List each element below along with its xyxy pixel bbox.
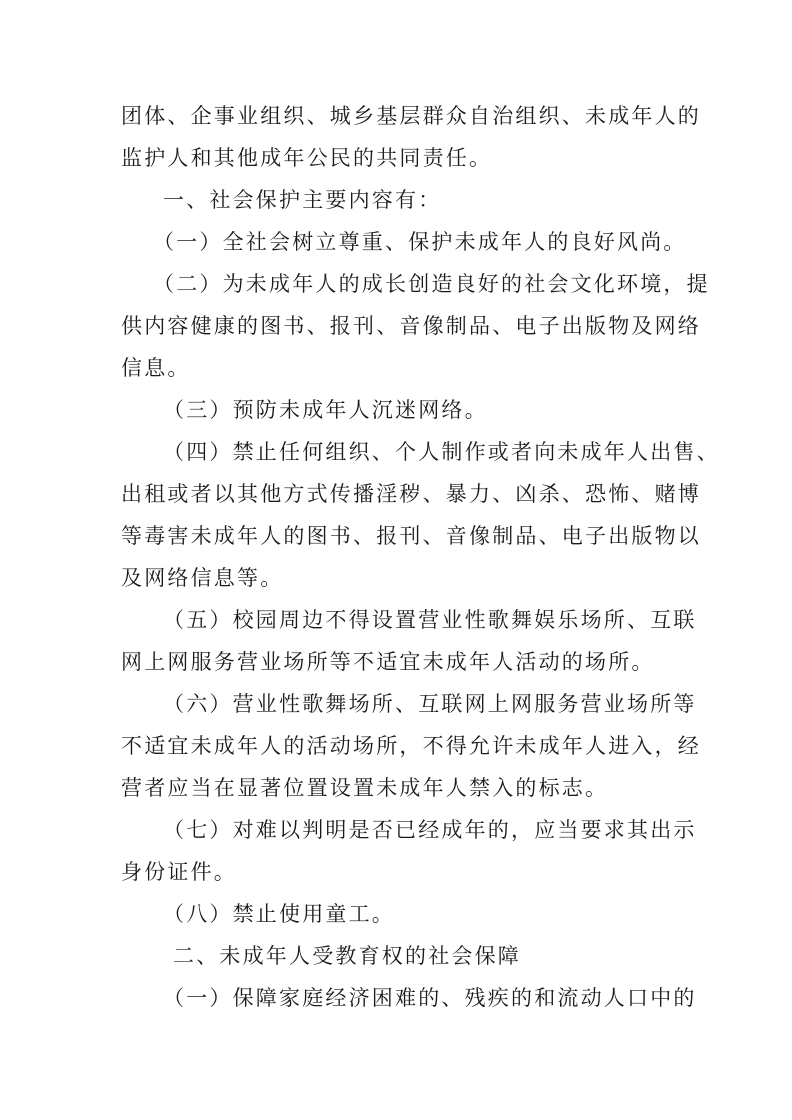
text-line: （一）全社会树立尊重、保护未成年人的良好风尚。 — [153, 230, 687, 254]
text-line: （六）营业性歌舞场所、互联网上网服务营业场所等 — [163, 692, 697, 716]
text-line: （八）禁止使用童工。 — [163, 902, 395, 926]
section-heading: 二、未成年人受教育权的社会保障 — [173, 944, 521, 968]
text-line: 营者应当在显著位置设置未成年人禁入的标志。 — [121, 776, 609, 800]
section-heading: 一、社会保护主要内容有： — [163, 188, 442, 212]
text-line: 监护人和其他成年公民的共同责任。 — [121, 146, 493, 170]
text-line: 出租或者以其他方式传播淫秽、暴力、凶杀、恐怖、赌博 — [121, 482, 701, 506]
text-line: （二）为未成年人的成长创造良好的社会文化环境，提 — [153, 272, 710, 296]
text-line: 身份证件。 — [121, 860, 237, 884]
text-line: 信息。 — [121, 356, 191, 380]
text-line: 供内容健康的图书、报刊、音像制品、电子出版物及网络 — [121, 314, 701, 338]
text-line: （四）禁止任何组织、个人制作或者向未成年人出售、 — [163, 440, 720, 464]
text-line: 团体、企事业组织、城乡基层群众自治组织、未成年人的 — [121, 104, 701, 128]
text-line: （三）预防未成年人沉迷网络。 — [163, 398, 488, 422]
text-line: （七）对难以判明是否已经成年的，应当要求其出示 — [163, 818, 697, 842]
text-line: （一）保障家庭经济困难的、残疾的和流动人口中的 — [163, 986, 697, 1010]
text-line: 不适宜未成年人的活动场所，不得允许未成年人进入，经 — [121, 734, 701, 758]
text-line: 网上网服务营业场所等不适宜未成年人活动的场所。 — [121, 650, 655, 674]
text-line: （五）校园周边不得设置营业性歌舞娱乐场所、互联 — [163, 608, 697, 632]
text-line: 及网络信息等。 — [121, 566, 284, 590]
text-line: 等毒害未成年人的图书、报刊、音像制品、电子出版物以 — [121, 524, 701, 548]
